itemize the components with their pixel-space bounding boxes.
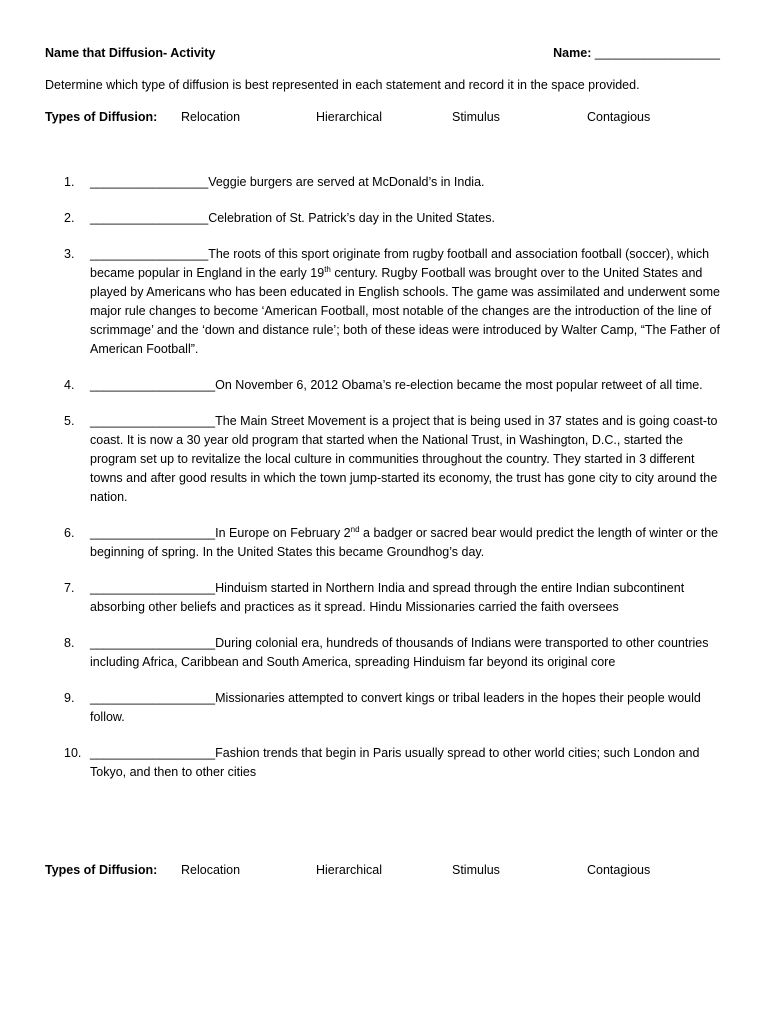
answer-blank: __________________ xyxy=(90,746,216,760)
question-number: 5. xyxy=(64,414,75,428)
worksheet-title: Name that Diffusion- Activity xyxy=(45,46,216,60)
question-number: 3. xyxy=(64,247,75,261)
question-text: On November 6, 2012 Obama’s re-election became the most popular retweet of all time. xyxy=(215,378,703,392)
answer-blank: _________________ xyxy=(90,247,209,261)
name-blank: __________________ xyxy=(594,46,720,60)
question-number: 1. xyxy=(64,175,75,189)
question-number: 6. xyxy=(64,526,75,540)
worksheet-header xyxy=(45,46,720,64)
answer-blank: __________________ xyxy=(90,414,216,428)
question-text-continued: a badger or sacred bear would predict the length of winter or the beginning of spring. In the United States this became Groundhog’s day. xyxy=(90,526,719,559)
answer-blank: __________________ xyxy=(90,691,216,705)
question-text: Fashion trends that begin in Paris usually spread to other world cities; such London and Tokyo, and then to other cities xyxy=(90,746,700,779)
type-stimulus: Stimulus xyxy=(452,863,500,877)
question-text: Missionaries attempted to convert kings or tribal leaders in the hopes their people would follow. xyxy=(90,691,701,724)
question-text: The roots of this sport originate from rugby football and association football (soccer), which became popular in England in the early 19 xyxy=(90,247,710,280)
question-item xyxy=(0,689,768,727)
types-of-diffusion-top xyxy=(45,110,725,128)
question-item xyxy=(0,744,768,782)
question-item xyxy=(0,524,768,562)
question-item xyxy=(0,245,768,359)
type-hierarchical: Hierarchical xyxy=(316,110,382,124)
question-number: 2. xyxy=(64,211,75,225)
question-number: 10. xyxy=(64,746,82,760)
answer-blank: __________________ xyxy=(90,526,216,540)
type-relocation: Relocation xyxy=(181,863,241,877)
question-item xyxy=(0,412,768,507)
question-number: 9. xyxy=(64,691,75,705)
type-relocation: Relocation xyxy=(181,110,241,124)
type-contagious: Contagious xyxy=(587,110,651,124)
types-label: Types of Diffusion: xyxy=(45,863,158,877)
answer-blank: __________________ xyxy=(90,378,216,392)
question-text: During colonial era, hundreds of thousands of Indians were transported to other countries including Africa, Caribbean and South America, spreading Hinduism far beyond its original core xyxy=(90,636,709,669)
question-text: The Main Street Movement is a project that is being used in 37 states and is going coast-to coast. It is now a 30 year old program that started when the National Trust, in Washington, D.C., started the program set up to revitalize the local culture in communities throughout the country. They started in 3 different towns and after good results in which the town jump-started its economy, the trust has gone city to city around the nation. xyxy=(90,414,718,504)
question-item xyxy=(0,209,768,228)
question-number: 7. xyxy=(64,581,75,595)
answer-blank: _________________ xyxy=(90,211,209,225)
answer-blank: __________________ xyxy=(90,581,216,595)
instructions: Determine which type of diffusion is best represented in each statement and record it in the space provided. xyxy=(45,78,640,92)
answer-blank: __________________ xyxy=(90,636,216,650)
question-list xyxy=(0,173,768,799)
type-stimulus: Stimulus xyxy=(452,110,500,124)
question-number: 8. xyxy=(64,636,75,650)
name-field xyxy=(553,46,720,60)
answer-blank: _________________ xyxy=(90,175,209,189)
question-item xyxy=(0,376,768,395)
question-item xyxy=(0,634,768,672)
ordinal-suffix: nd xyxy=(350,524,360,534)
question-text: In Europe on February 2 xyxy=(215,526,351,540)
question-text: Hinduism started in Northern India and spread through the entire Indian subcontinent absorbing other beliefs and practices as it spread. Hindu Missionaries carried the faith oversees xyxy=(90,581,685,614)
type-contagious: Contagious xyxy=(587,863,651,877)
question-item xyxy=(0,173,768,192)
question-text: Veggie burgers are served at McDonald’s in India. xyxy=(208,175,485,189)
question-text-continued: century. Rugby Football was brought over to the United States and played by Americans who has been educated in English schools. The game was assimilated and underwent some major rule changes to become ‘American Football, most notable of the changes are the introduction of the line of scrimmage’ and the ‘down and distance rule’; both of these ideas were introduced by Walter Camp, “The Father of American Football”. xyxy=(90,266,720,356)
type-hierarchical: Hierarchical xyxy=(316,863,382,877)
question-text: Celebration of St. Patrick’s day in the United States. xyxy=(208,211,495,225)
name-label: Name: xyxy=(553,46,592,60)
types-label: Types of Diffusion: xyxy=(45,110,158,124)
ordinal-suffix: th xyxy=(324,264,331,274)
question-number: 4. xyxy=(64,378,75,392)
question-item xyxy=(0,579,768,617)
types-of-diffusion-bottom xyxy=(45,863,725,881)
